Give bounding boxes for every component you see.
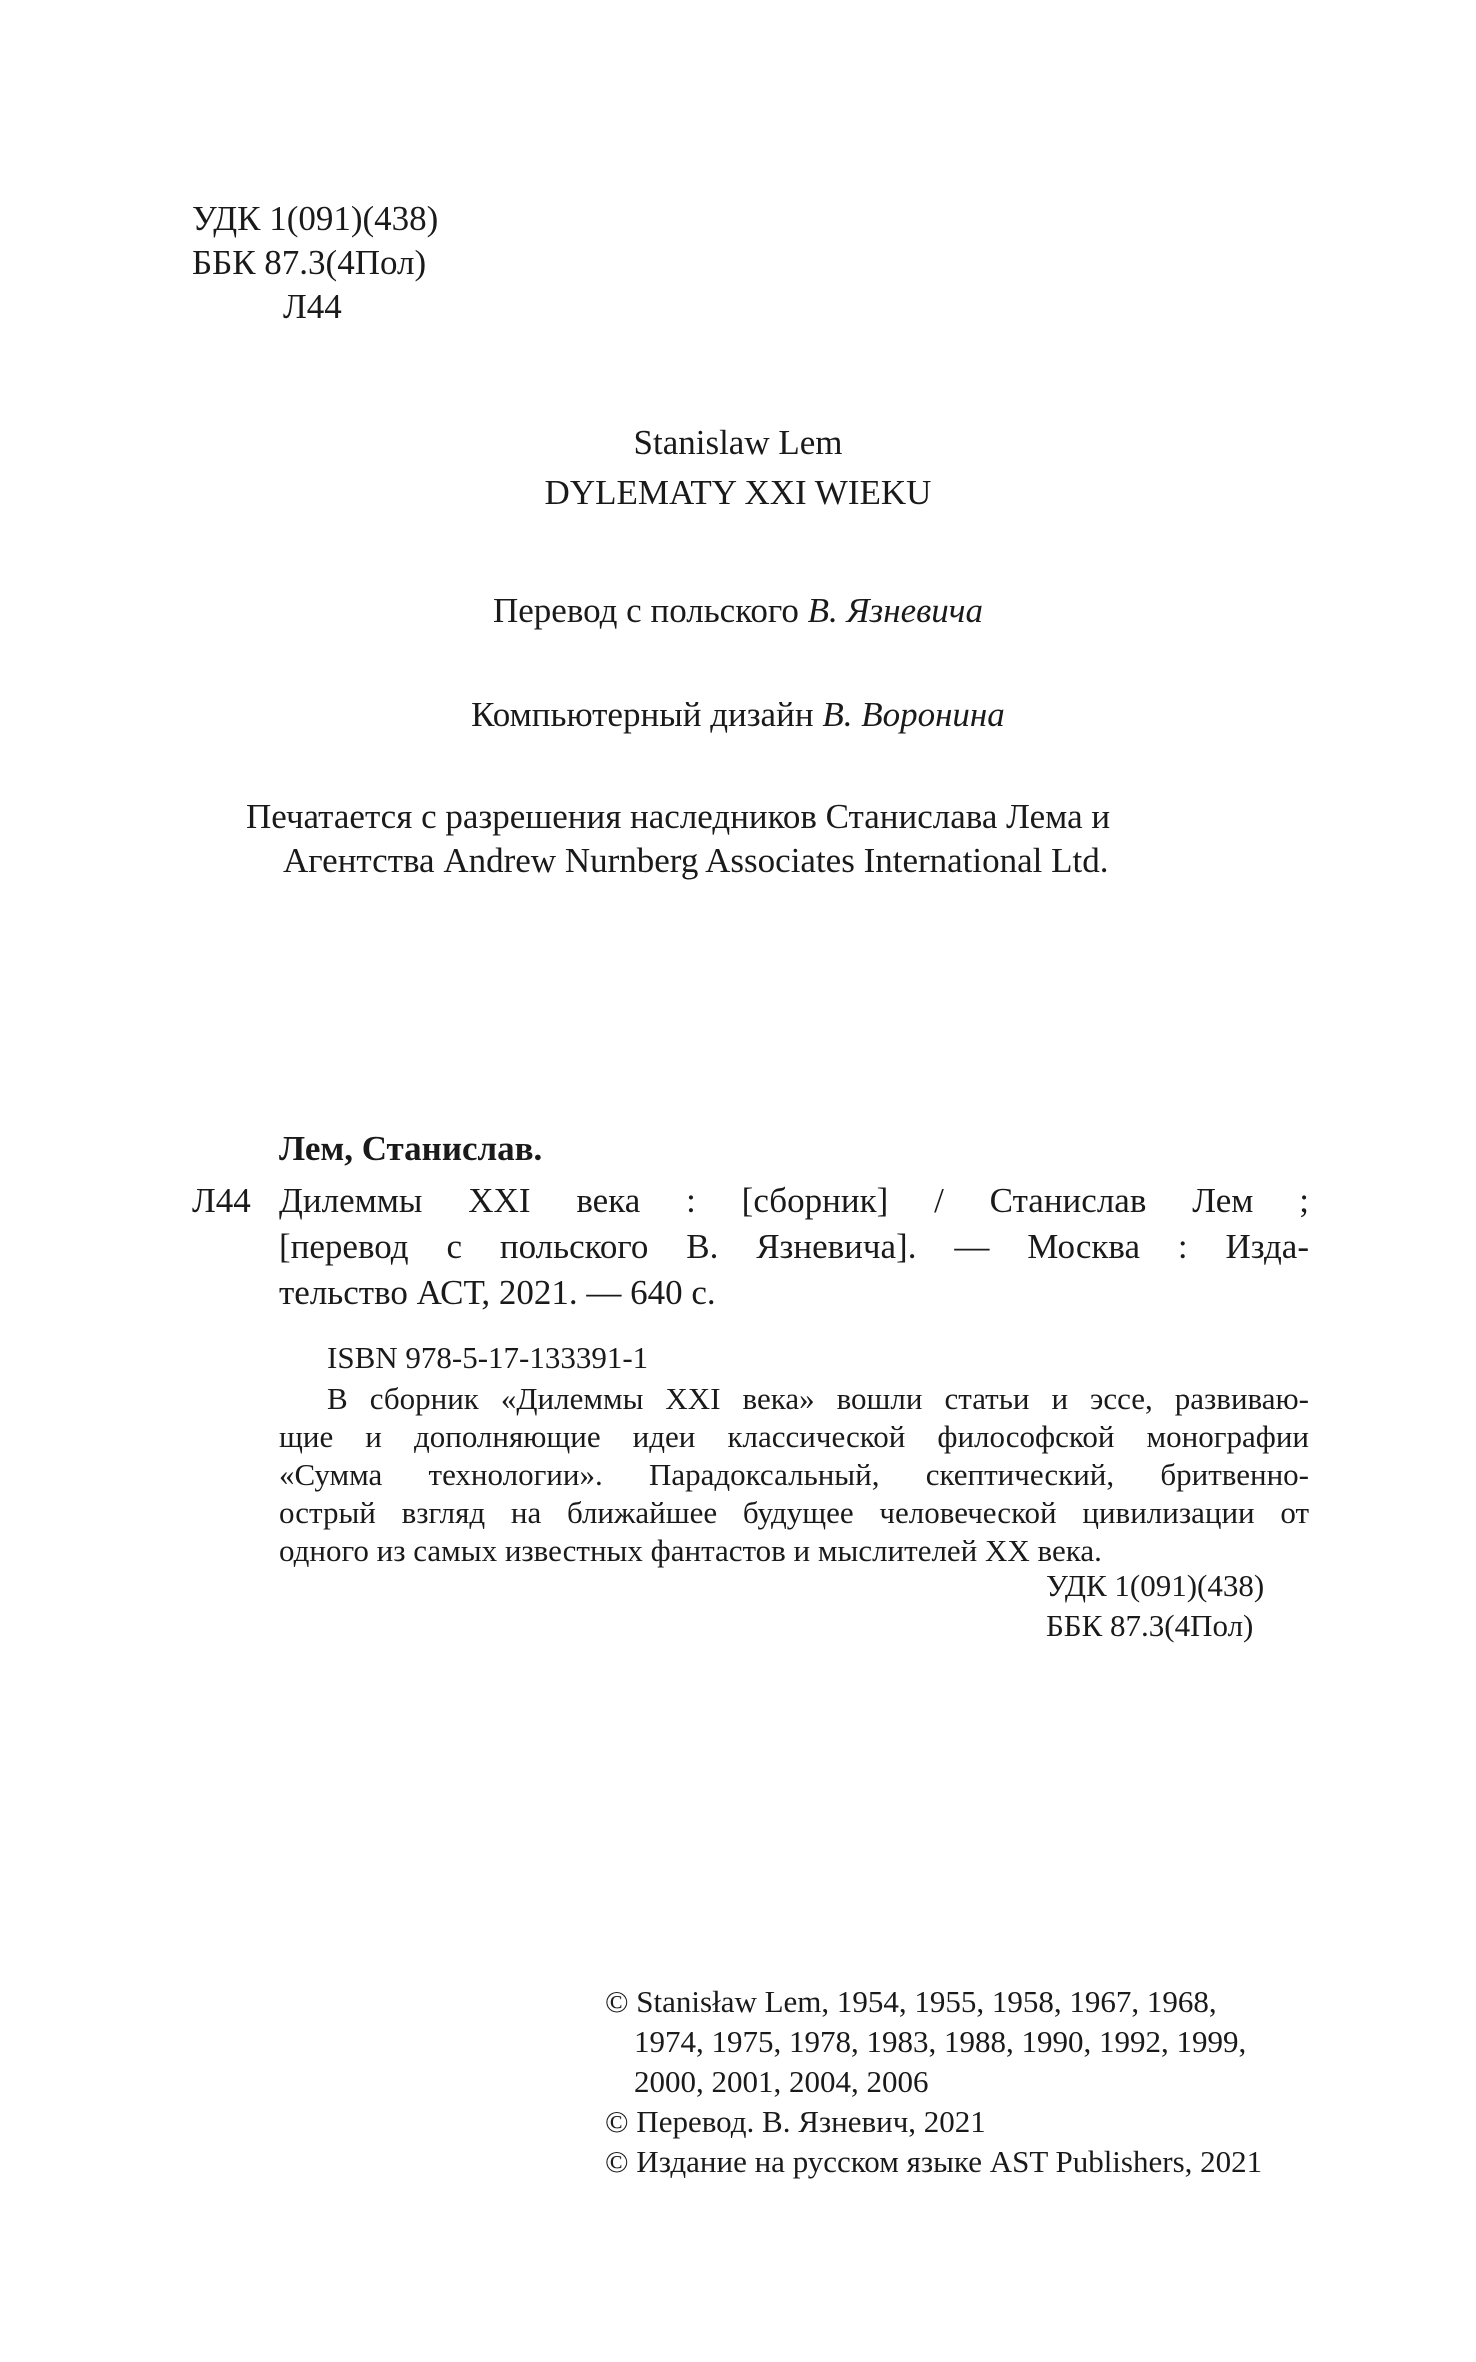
annotation xyxy=(279,1380,1309,1570)
description-line: тельство АСТ, 2021. — 640 с. xyxy=(279,1273,716,1312)
copyright-line: 2000, 2001, 2004, 2006 xyxy=(634,2064,929,2099)
original-title: DYLEMATY XXI WIEKU xyxy=(544,473,932,512)
isbn: ISBN 978-5-17-133391-1 xyxy=(327,1340,649,1375)
catalog-udk: УДК 1(091)(438) xyxy=(1046,1568,1265,1603)
annotation-line: одного из самых известных фантастов и мыслителей XX века. xyxy=(279,1533,1102,1568)
annotation-line: острый взгляд на ближайшее будущее человеческой цивилизации от xyxy=(279,1495,1309,1530)
permission-line-2: Агентства Andrew Nurnberg Associates International Ltd. xyxy=(283,841,1109,880)
translator-name: В. Язневича xyxy=(807,591,983,630)
copyright-line: © Издание на русском языке AST Publishers, 2021 xyxy=(605,2144,1263,2179)
designer-name: В. Воронина xyxy=(822,695,1005,734)
author-mark: Л44 xyxy=(283,287,342,326)
annotation-line: щие и дополняющие идеи классической философской монографии xyxy=(279,1419,1309,1454)
udk-code: УДК 1(091)(438) xyxy=(192,199,439,238)
design-label: Компьютерный дизайн xyxy=(471,695,814,734)
catalog-mark: Л44 xyxy=(192,1181,251,1220)
translation-credit xyxy=(0,588,1476,634)
copyright-line: 1974, 1975, 1978, 1983, 1988, 1990, 1992, 1999, xyxy=(634,2024,1247,2059)
description-line: [перевод с польского В. Язневича]. — Москва : Изда- xyxy=(279,1227,1309,1266)
copyright-line: © Перевод. В. Язневич, 2021 xyxy=(605,2104,986,2139)
design-credit xyxy=(0,692,1476,738)
description-line: Дилеммы XXI века : [сборник] / Станислав Лем ; xyxy=(279,1181,1309,1220)
copyright-line: © Stanisław Lem, 1954, 1955, 1958, 1967, 1968, xyxy=(605,1984,1217,2019)
translation-label: Перевод с польского xyxy=(493,591,799,630)
catalog-description xyxy=(279,1178,1309,1316)
catalog-heading: Лем, Станислав. xyxy=(279,1129,543,1168)
permission-line-1: Печатается с разрешения наследников Станислава Лема и xyxy=(246,797,1111,836)
annotation-line: В сборник «Дилеммы XXI века» вошли статьи и эссе, развиваю- xyxy=(327,1381,1309,1416)
catalog-bbk: ББК 87.3(4Пол) xyxy=(1046,1608,1254,1643)
original-author: Stanislaw Lem xyxy=(633,423,843,462)
annotation-line: «Сумма технологии». Парадоксальный, скептический, бритвенно- xyxy=(279,1457,1309,1492)
bbk-code: ББК 87.3(4Пол) xyxy=(192,243,427,282)
